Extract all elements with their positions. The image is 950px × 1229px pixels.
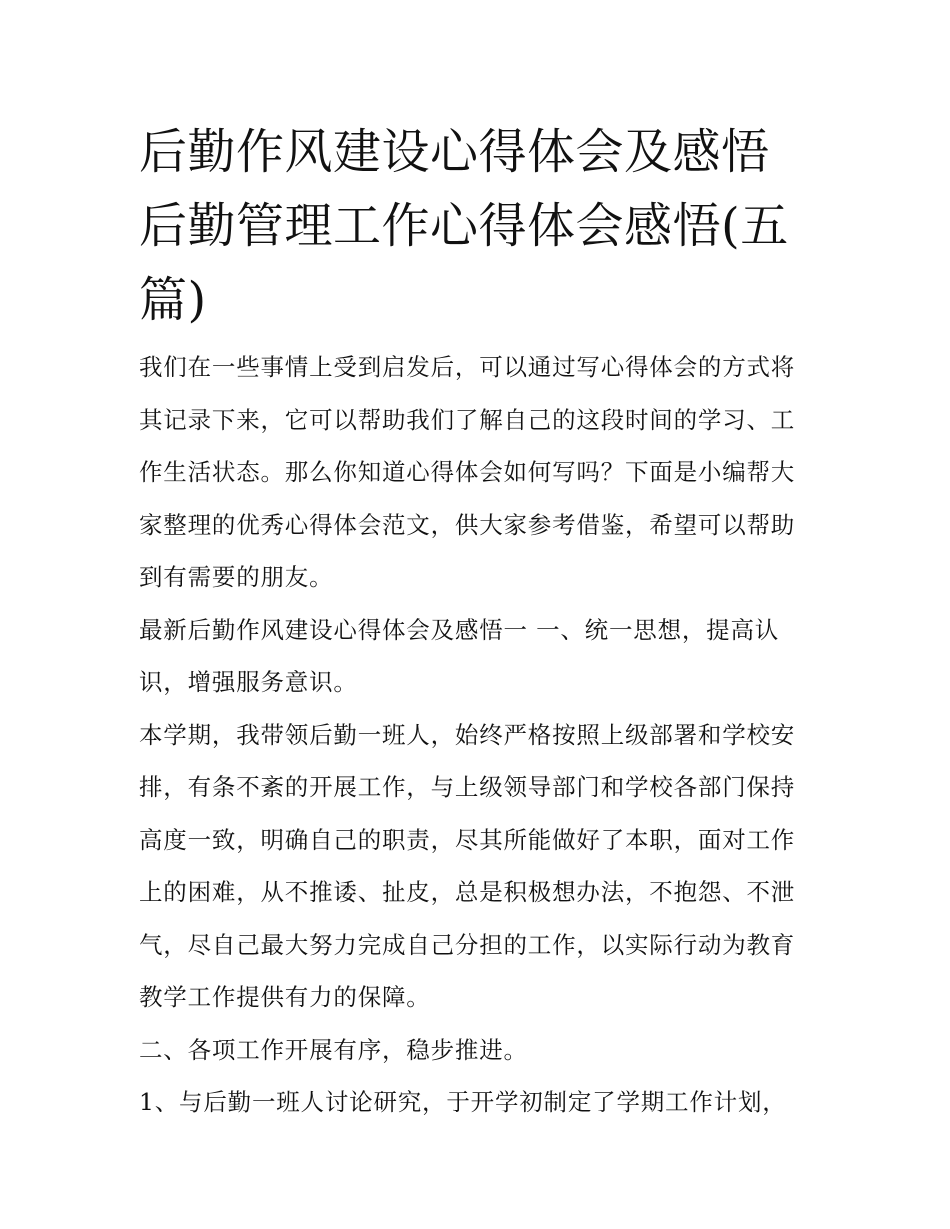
text-line: 最新后勤作风建设心得体会及感悟一 一、统一思想，提高认 xyxy=(139,615,780,644)
paragraph-section-2-heading xyxy=(139,1024,819,1077)
text-line: 本学期，我带领后勤一班人，始终严格按照上级部署和学校安 xyxy=(139,720,796,749)
text-line: 上的困难，从不推诿、扯皮，总是积极想办法，不抱怨、不泄 xyxy=(139,878,796,906)
paragraph-intro xyxy=(139,341,819,604)
text-line: 排，有条不紊的开展工作，与上级领导部门和学校各部门保持 xyxy=(139,773,796,801)
text-line: 其记录下来，它可以帮助我们了解自己的这段时间的学习、工 xyxy=(139,405,796,434)
title-line-2: 后勤管理工作心得体会感悟(五 xyxy=(139,198,789,254)
paragraph-section-1-body xyxy=(139,709,819,1024)
text-line: 1、与后勤一班人讨论研究，于开学初制定了学期工作计划， xyxy=(139,1088,787,1116)
text-line: 作生活状态。那么你知道心得体会如何写吗？下面是小编帮大 xyxy=(139,458,796,486)
text-line: 家整理的优秀心得体会范文，供大家参考借鉴，希望可以帮助 xyxy=(139,510,796,539)
text-line: 到有需要的朋友。 xyxy=(139,563,334,591)
document-page xyxy=(139,115,819,1129)
text-line: 我们在一些事情上受到启发后，可以通过写心得体会的方式将 xyxy=(139,353,796,381)
paragraph-section-1-heading xyxy=(139,604,819,709)
text-line: 教学工作提供有力的保障。 xyxy=(139,983,431,1011)
title-line-3: 篇) xyxy=(139,272,207,328)
text-line: 高度一致，明确自己的职责，尽其所能做好了本职，面对工作 xyxy=(139,825,796,854)
text-line: 识，增强服务意识。 xyxy=(139,668,358,696)
paragraph-item-1 xyxy=(139,1076,819,1129)
text-line: 二、各项工作开展有序，稳步推进。 xyxy=(139,1035,528,1064)
text-line: 气，尽自己最大努力完成自己分担的工作，以实际行动为教育 xyxy=(139,930,796,959)
title-line-1: 后勤作风建设心得体会及感悟 xyxy=(139,124,770,180)
document-title xyxy=(139,115,819,337)
